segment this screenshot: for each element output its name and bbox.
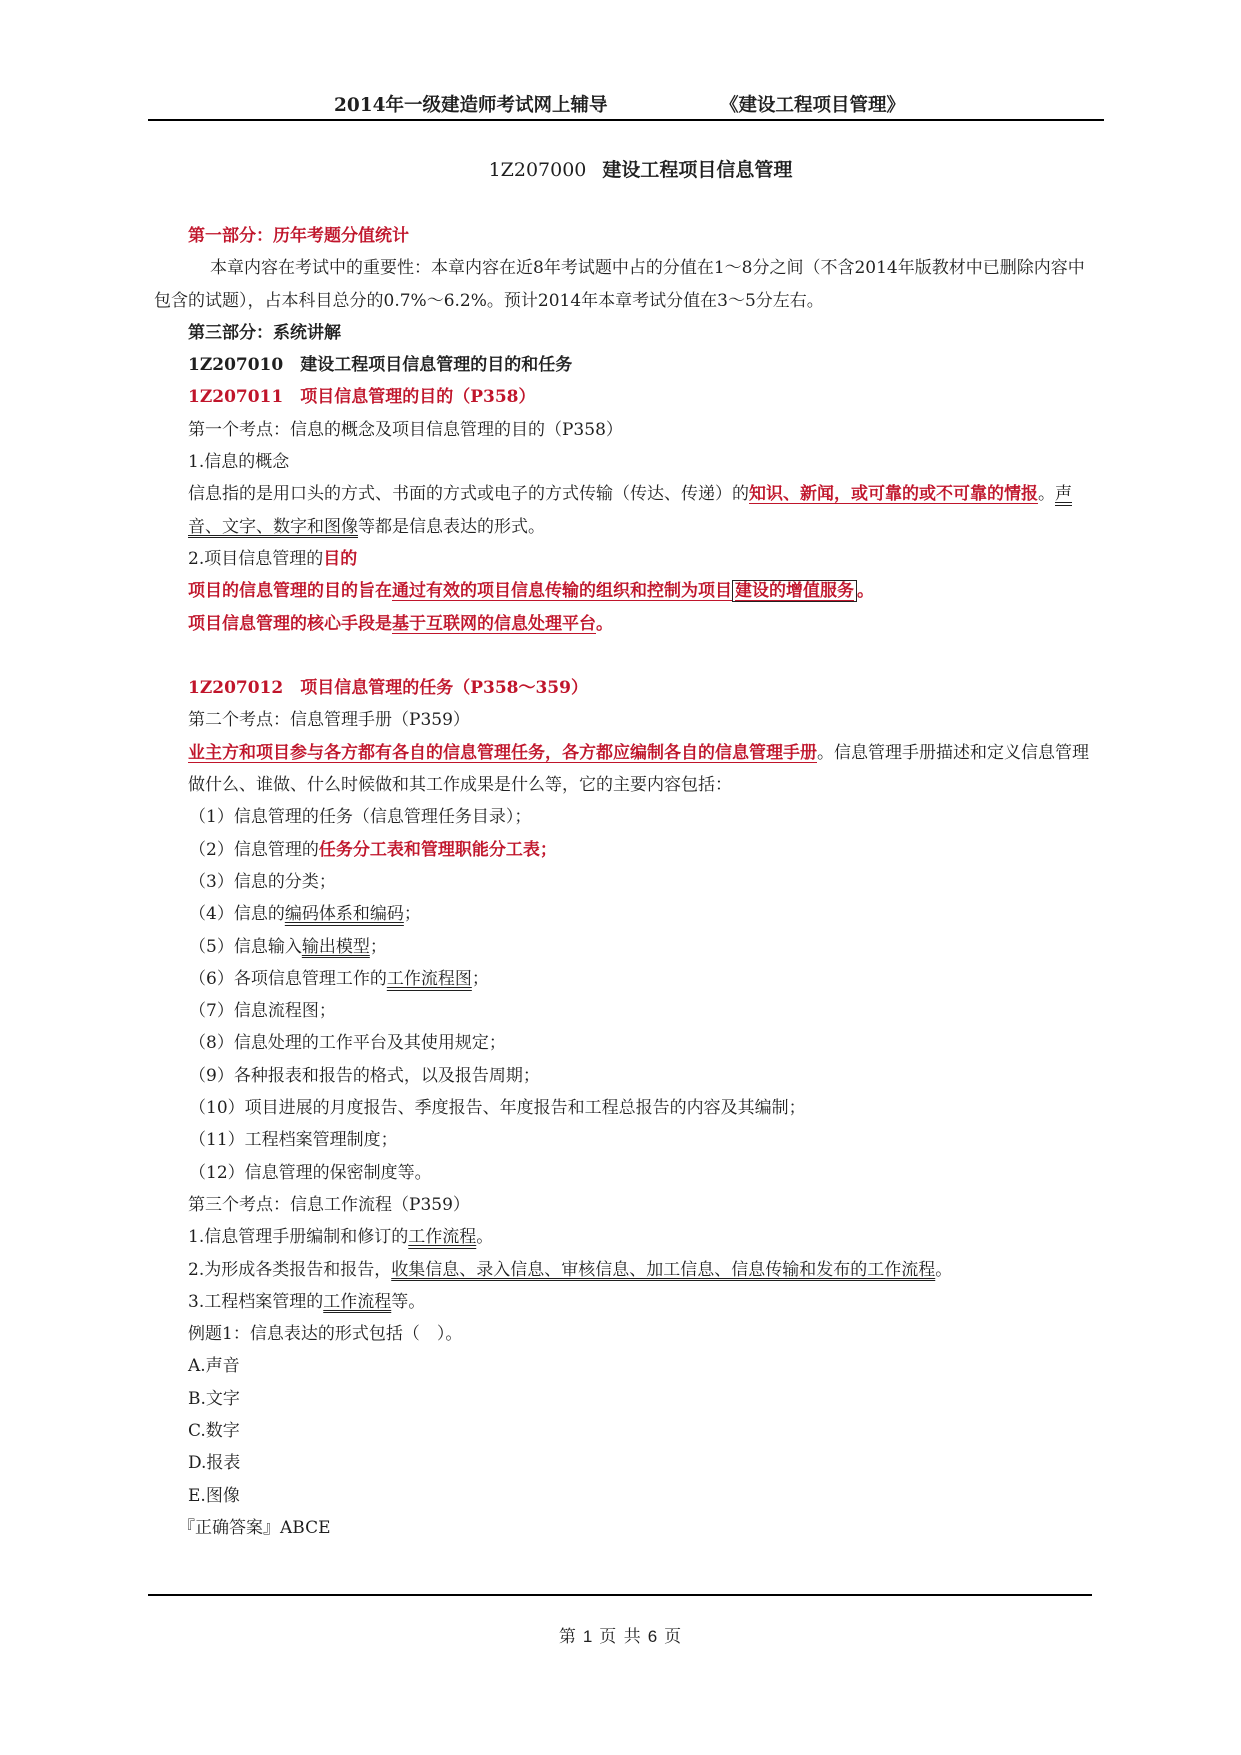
list-item xyxy=(189,1027,1100,1059)
footer-rule xyxy=(148,1594,1092,1596)
flow-item-2 xyxy=(188,1254,1100,1286)
list-item-text: （7）信息流程图； xyxy=(189,1001,336,1022)
core-text: 项目信息管理的核心手段是 xyxy=(188,613,392,634)
subsection-heading: 1Z207010 建设工程项目信息管理的目的和任务 xyxy=(188,355,573,376)
list-item-end: ； xyxy=(369,936,387,957)
list-item xyxy=(189,995,1100,1027)
list-item xyxy=(189,931,1100,963)
document-body xyxy=(154,220,1100,1544)
topic-heading-2: 1Z207012 项目信息管理的任务（P358～359） xyxy=(188,678,588,699)
key-point-3: 第三个考点：信息工作流程（P359） xyxy=(188,1194,470,1215)
key-point-1: 第一个考点：信息的概念及项目信息管理的目的（P358） xyxy=(188,419,623,440)
section-heading-1: 第一部分：历年考题分值统计 xyxy=(188,226,409,246)
purpose-boxed: 建设的增值服务 xyxy=(732,580,857,602)
flow-item-1-text: 1.信息管理手册编制和修订的 xyxy=(188,1227,409,1248)
info-forms-underlined: 声音、文字、数字和图像 xyxy=(188,484,1072,537)
purpose-text: 项目的信息管理的目的旨在 xyxy=(188,581,392,602)
list-item xyxy=(189,834,1100,866)
example-options xyxy=(188,1350,1100,1511)
topic-heading-1: 1Z207011 项目信息管理的目的（P358） xyxy=(188,387,536,408)
list-item-highlight: 输出模型 xyxy=(301,936,370,957)
list-item xyxy=(189,1157,1100,1189)
header-book-title: 《建设工程项目管理》 xyxy=(720,95,906,116)
list-item-end: ； xyxy=(403,904,421,925)
correct-answer: 『正确答案』ABCE xyxy=(178,1517,331,1538)
flow-item-3-underlined: 工作流程 xyxy=(323,1291,392,1312)
list-item-text: （12）信息管理的保密制度等。 xyxy=(189,1162,432,1183)
list-item-highlight: 编码体系和编码 xyxy=(284,904,404,925)
purpose-end: 。 xyxy=(857,581,874,602)
purpose-heading xyxy=(188,543,1100,575)
list-item xyxy=(189,1124,1100,1156)
flow-item-2-text: 2.为形成各类报告和报告， xyxy=(188,1259,392,1280)
page-number xyxy=(0,1622,1241,1647)
header-course-title: 2014年一级建造师考试网上辅导 xyxy=(334,95,608,116)
list-item-text: （8）信息处理的工作平台及其使用规定； xyxy=(189,1033,506,1054)
example-question: 例题1：信息表达的形式包括（ ）。 xyxy=(188,1324,463,1345)
list-item xyxy=(189,801,1100,833)
flow-item-3-text: 3.工程档案管理的 xyxy=(188,1291,324,1312)
answer-option: D.报表 xyxy=(188,1453,241,1474)
purpose-heading-highlight: 目的 xyxy=(323,548,358,569)
list-item xyxy=(189,1092,1100,1124)
manual-paragraph xyxy=(188,737,1100,802)
current-page: 1 xyxy=(582,1627,594,1646)
core-end: 。 xyxy=(596,613,613,634)
chapter-name: 建设工程项目信息管理 xyxy=(602,159,793,181)
list-item-text: （4）信息的 xyxy=(189,904,285,925)
purpose-underlined: 通过有效的项目信息传输的组织和控制为项目 xyxy=(392,581,732,602)
key-point-2: 第二个考点：信息管理手册（P359） xyxy=(188,710,470,731)
list-item xyxy=(189,1060,1100,1092)
info-definition xyxy=(188,478,1100,543)
list-item-text: （1）信息管理的任务（信息管理任务目录）； xyxy=(189,807,532,828)
page-label-middle: 页 共 xyxy=(599,1627,642,1647)
section-heading-3: 第三部分：系统讲解 xyxy=(188,322,341,343)
page-label-suffix: 页 xyxy=(664,1627,683,1647)
info-period: 。 xyxy=(1038,484,1055,505)
list-item-text: （5）信息输入 xyxy=(189,936,302,957)
list-item-text: （6）各项信息管理工作的 xyxy=(189,968,387,989)
chapter-code: 1Z207000 xyxy=(488,159,587,181)
info-definition-end: 等都是信息表达的形式。 xyxy=(358,516,545,537)
total-pages: 6 xyxy=(647,1627,659,1646)
list-item-text: （3）信息的分类； xyxy=(189,871,336,892)
flow-item-3-end: 等。 xyxy=(391,1291,426,1312)
manual-highlight: 业主方和项目参与各方都有各自的信息管理任务，各方都应编制各自的信息管理手册 xyxy=(188,742,817,763)
flow-item-2-underlined: 收集信息、录入信息、审核信息、加工信息、信息传输和发布的工作流程 xyxy=(391,1259,936,1280)
importance-paragraph: 本章内容在考试中的重要性：本章内容在近8年考试题中占的分值在1～8分之间（不含2014年版教材中已删除内容中包含的试题），占本科目总分的0.7%～6.2%。预计2014年本章考试分值在3～5分左右。 xyxy=(154,258,1085,311)
list-item-text: （11）工程档案管理制度； xyxy=(189,1130,398,1151)
flow-item-1-end: 。 xyxy=(476,1227,494,1248)
flow-item-1 xyxy=(188,1221,1100,1253)
core-underlined: 基于互联网的信息处理平台 xyxy=(392,613,596,634)
list-item-text: （9）各种报表和报告的格式，以及报告周期； xyxy=(189,1065,540,1086)
manual-description: 。信息管理手册描述和定义信息管理做什么、谁做、什么时候做和其工作成果是什么等，它的主要内容包括： xyxy=(188,742,1089,796)
chapter-title xyxy=(0,155,1241,182)
purpose-heading-text: 2.项目信息管理的 xyxy=(188,548,324,569)
list-item xyxy=(189,963,1100,995)
answer-option: A.声音 xyxy=(188,1356,240,1377)
concept-heading: 1.信息的概念 xyxy=(188,452,290,473)
spacer xyxy=(188,640,1100,672)
answer-option: C.数字 xyxy=(188,1420,240,1441)
page-label-prefix: 第 xyxy=(558,1627,577,1647)
list-item xyxy=(189,866,1100,898)
flow-item-3 xyxy=(188,1286,1100,1318)
list-item xyxy=(189,898,1100,930)
flow-item-2-end: 。 xyxy=(935,1259,953,1280)
list-item-text: （10）项目进展的月度报告、季度报告、年度报告和工程总报告的内容及其编制； xyxy=(189,1098,806,1119)
manual-contents-list xyxy=(188,801,1100,1189)
page-header xyxy=(148,87,1104,121)
list-item-highlight: 工作流程图 xyxy=(386,968,472,989)
core-means-statement xyxy=(188,608,1100,640)
purpose-statement xyxy=(188,575,1100,607)
list-item-end: ； xyxy=(471,968,489,989)
list-item-text: （2）信息管理的 xyxy=(189,839,319,860)
info-definition-highlight: 知识、新闻，或可靠的或不可靠的情报 xyxy=(749,484,1038,505)
flow-item-1-underlined: 工作流程 xyxy=(408,1227,477,1248)
info-definition-text: 信息指的是用口头的方式、书面的方式或电子的方式传输（传达、传递）的 xyxy=(188,484,749,505)
answer-option: E.图像 xyxy=(188,1485,240,1506)
answer-option: B.文字 xyxy=(188,1388,240,1409)
list-item-highlight: 任务分工表和管理职能分工表； xyxy=(318,839,557,860)
